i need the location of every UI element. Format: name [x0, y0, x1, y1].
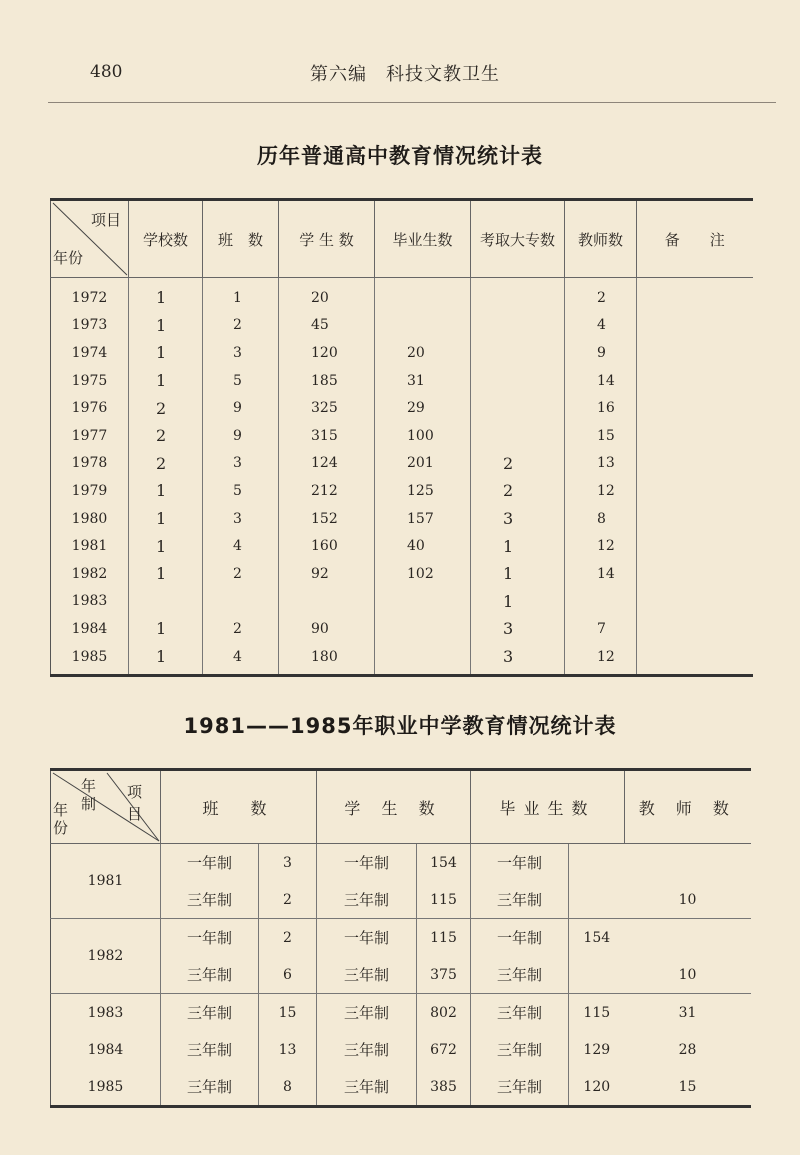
class-system-cell: 一年制	[161, 844, 259, 882]
classes-cell: 3	[203, 505, 279, 533]
class-count-cell: 8	[259, 1068, 317, 1107]
table-row	[51, 919, 751, 957]
teacher-count-cell: 15	[678, 1078, 697, 1095]
graduates-cell: 125	[375, 477, 471, 505]
year-cell: 1979	[51, 477, 129, 505]
college-admits-cell: 2	[471, 450, 565, 478]
table-row	[51, 505, 753, 533]
classes-cell: 3	[203, 339, 279, 367]
graduate-system-cell: 三年制	[471, 994, 569, 1032]
students-cell: 90	[279, 615, 375, 643]
year-cell: 1980	[51, 505, 129, 533]
college-admits-cell: 3	[471, 643, 565, 676]
table-row	[51, 844, 751, 882]
graduate-system-cell: 一年制	[471, 844, 569, 882]
class-count-cell: 6	[259, 956, 317, 994]
table-row	[51, 643, 753, 676]
class-system-cell: 一年制	[161, 919, 259, 957]
table2-corner-header	[51, 770, 161, 844]
year-cell: 1972	[51, 278, 129, 312]
teacher-count-cell: 31	[678, 1004, 697, 1021]
teachers-cell: 12	[565, 477, 637, 505]
classes-cell: 3	[203, 450, 279, 478]
graduate-count-cell: 154	[583, 929, 611, 946]
college-admits-cell	[471, 278, 565, 312]
schools-cell: 1	[129, 278, 203, 312]
header-graduates: 毕业生数	[375, 200, 471, 278]
classes-cell: 2	[203, 312, 279, 340]
college-admits-cell: 3	[471, 505, 565, 533]
student-count-cell: 385	[417, 1068, 471, 1107]
year-cell: 1983	[51, 994, 161, 1032]
teachers-cell: 12	[565, 532, 637, 560]
year-cell: 1981	[51, 532, 129, 560]
college-admits-cell: 1	[471, 532, 565, 560]
graduates-cell	[375, 615, 471, 643]
remarks-cell	[637, 312, 753, 340]
year-cell: 1983	[51, 588, 129, 616]
table-row	[51, 278, 753, 312]
year-cell: 1982	[51, 919, 161, 994]
table-row	[51, 422, 753, 450]
year-cell: 1976	[51, 394, 129, 422]
schools-cell: 1	[129, 367, 203, 395]
page-number: 480	[90, 62, 123, 82]
corner-item-label: 项目	[91, 211, 122, 229]
header-teachers: 教师数	[565, 200, 637, 278]
corner-year-label: 年份	[53, 801, 77, 837]
teachers-cell: 15	[565, 422, 637, 450]
college-admits-cell: 2	[471, 477, 565, 505]
table-row	[51, 312, 753, 340]
year-cell: 1984	[51, 1031, 161, 1068]
table-row	[51, 450, 753, 478]
college-admits-cell: 1	[471, 588, 565, 616]
graduates-cell	[375, 588, 471, 616]
schools-cell: 1	[129, 560, 203, 588]
classes-cell: 9	[203, 422, 279, 450]
graduates-cell: 40	[375, 532, 471, 560]
remarks-cell	[637, 367, 753, 395]
corner-year-label: 年份	[53, 249, 84, 267]
header-schools: 学校数	[129, 200, 203, 278]
year-cell: 1977	[51, 422, 129, 450]
teachers-cell: 16	[565, 394, 637, 422]
graduate-system-cell: 三年制	[471, 1068, 569, 1107]
college-admits-cell	[471, 312, 565, 340]
classes-cell: 5	[203, 367, 279, 395]
student-system-cell: 一年制	[317, 844, 417, 882]
page-header	[0, 0, 800, 100]
schools-cell: 1	[129, 643, 203, 676]
remarks-cell	[637, 532, 753, 560]
student-system-cell: 三年制	[317, 1068, 417, 1107]
college-admits-cell: 1	[471, 560, 565, 588]
graduate-system-cell: 三年制	[471, 1031, 569, 1068]
remarks-cell	[637, 450, 753, 478]
header-students: 学 生 数	[279, 200, 375, 278]
table-row	[51, 1068, 751, 1107]
remarks-cell	[637, 339, 753, 367]
graduate-system-cell: 三年制	[471, 956, 569, 994]
classes-cell: 2	[203, 560, 279, 588]
students-cell: 185	[279, 367, 375, 395]
remarks-cell	[637, 615, 753, 643]
classes-cell: 2	[203, 615, 279, 643]
students-cell: 45	[279, 312, 375, 340]
student-count-cell: 802	[417, 994, 471, 1032]
class-system-cell: 三年制	[161, 956, 259, 994]
students-cell: 325	[279, 394, 375, 422]
students-cell: 120	[279, 339, 375, 367]
schools-cell: 2	[129, 394, 203, 422]
college-admits-cell: 3	[471, 615, 565, 643]
table-row	[51, 477, 753, 505]
class-system-cell: 三年制	[161, 881, 259, 919]
teachers-cell: 4	[565, 312, 637, 340]
graduates-cell	[375, 278, 471, 312]
section-title: 第六编 科技文教卫生	[310, 64, 500, 85]
class-count-cell: 13	[259, 1031, 317, 1068]
table-row	[51, 339, 753, 367]
graduates-cell	[375, 643, 471, 676]
table1-title: 历年普通高中教育情况统计表	[257, 144, 543, 168]
high-school-table	[50, 198, 753, 677]
year-cell: 1978	[51, 450, 129, 478]
teacher-count-cell	[625, 844, 751, 882]
header-college-admits: 考取大专数	[471, 200, 565, 278]
header-graduates: 毕业生数	[471, 770, 625, 844]
remarks-cell	[637, 505, 753, 533]
corner-system-label: 年制	[81, 777, 105, 813]
remarks-cell	[637, 588, 753, 616]
students-cell: 152	[279, 505, 375, 533]
students-cell: 180	[279, 643, 375, 676]
classes-cell: 4	[203, 643, 279, 676]
class-system-cell: 三年制	[161, 1068, 259, 1107]
graduates-cell	[375, 312, 471, 340]
student-count-cell: 115	[417, 919, 471, 957]
header-classes: 班 数	[203, 200, 279, 278]
remarks-cell	[637, 394, 753, 422]
schools-cell: 2	[129, 422, 203, 450]
teacher-count-cell: 10	[625, 881, 751, 919]
class-count-cell: 2	[259, 919, 317, 957]
graduate-count-cell	[569, 881, 625, 919]
teachers-cell: 14	[565, 560, 637, 588]
teachers-cell: 12	[565, 643, 637, 676]
student-count-cell: 154	[417, 844, 471, 882]
students-cell: 92	[279, 560, 375, 588]
graduates-cell: 31	[375, 367, 471, 395]
teachers-cell: 13	[565, 450, 637, 478]
graduate-count-cell: 115	[583, 1004, 611, 1021]
teacher-count-cell	[625, 919, 751, 957]
graduates-cell: 20	[375, 339, 471, 367]
students-cell: 20	[279, 278, 375, 312]
students-cell: 315	[279, 422, 375, 450]
college-admits-cell	[471, 367, 565, 395]
year-cell: 1984	[51, 615, 129, 643]
student-count-cell: 115	[417, 881, 471, 919]
table-row	[51, 394, 753, 422]
class-count-cell: 3	[259, 844, 317, 882]
schools-cell: 1	[129, 312, 203, 340]
classes-cell: 5	[203, 477, 279, 505]
college-admits-cell	[471, 339, 565, 367]
remarks-cell	[637, 560, 753, 588]
table1-corner-header	[51, 200, 129, 278]
table-row	[51, 532, 753, 560]
year-cell: 1975	[51, 367, 129, 395]
classes-cell: 4	[203, 532, 279, 560]
table-row	[51, 615, 753, 643]
graduate-count-cell: 129	[583, 1041, 611, 1058]
student-system-cell: 三年制	[317, 1031, 417, 1068]
students-cell: 160	[279, 532, 375, 560]
class-count-cell: 2	[259, 881, 317, 919]
teachers-cell: 7	[565, 615, 637, 643]
college-admits-cell	[471, 422, 565, 450]
graduate-count-cell	[569, 844, 625, 882]
year-cell: 1985	[51, 1068, 161, 1107]
teachers-cell	[565, 588, 637, 616]
college-admits-cell	[471, 394, 565, 422]
graduate-count-cell	[569, 956, 625, 994]
graduates-cell: 29	[375, 394, 471, 422]
classes-cell: 1	[203, 278, 279, 312]
schools-cell: 1	[129, 477, 203, 505]
student-system-cell: 三年制	[317, 994, 417, 1032]
header-classes: 班 数	[161, 770, 317, 844]
remarks-cell	[637, 422, 753, 450]
schools-cell: 1	[129, 339, 203, 367]
student-system-cell: 一年制	[317, 919, 417, 957]
classes-cell	[203, 588, 279, 616]
remarks-cell	[637, 278, 753, 312]
graduates-cell: 201	[375, 450, 471, 478]
table-row	[51, 588, 753, 616]
remarks-cell	[637, 643, 753, 676]
table-row	[51, 994, 751, 1032]
teachers-cell: 2	[565, 278, 637, 312]
graduates-cell: 157	[375, 505, 471, 533]
schools-cell: 1	[129, 505, 203, 533]
schools-cell: 2	[129, 450, 203, 478]
student-count-cell: 672	[417, 1031, 471, 1068]
students-cell	[279, 588, 375, 616]
year-cell: 1973	[51, 312, 129, 340]
classes-cell: 9	[203, 394, 279, 422]
graduates-cell: 100	[375, 422, 471, 450]
teacher-count-cell: 10	[625, 956, 751, 994]
year-cell: 1981	[51, 844, 161, 919]
students-cell: 212	[279, 477, 375, 505]
remarks-cell	[637, 477, 753, 505]
graduate-system-cell: 三年制	[471, 881, 569, 919]
table-row	[51, 1031, 751, 1068]
graduate-system-cell: 一年制	[471, 919, 569, 957]
schools-cell	[129, 588, 203, 616]
teachers-cell: 8	[565, 505, 637, 533]
student-system-cell: 三年制	[317, 956, 417, 994]
table-row	[51, 367, 753, 395]
header-rule	[48, 102, 776, 103]
header-teachers: 教 师 数	[625, 770, 751, 844]
teacher-count-cell: 28	[678, 1041, 697, 1058]
corner-item-label: 项目	[127, 783, 151, 823]
year-cell: 1982	[51, 560, 129, 588]
teachers-cell: 14	[565, 367, 637, 395]
year-cell: 1974	[51, 339, 129, 367]
schools-cell: 1	[129, 532, 203, 560]
student-system-cell: 三年制	[317, 881, 417, 919]
header-students: 学 生 数	[317, 770, 471, 844]
student-count-cell: 375	[417, 956, 471, 994]
students-cell: 124	[279, 450, 375, 478]
vocational-school-table	[50, 768, 751, 1108]
schools-cell: 1	[129, 615, 203, 643]
graduates-cell: 102	[375, 560, 471, 588]
table2-title: 1981——1985年职业中学教育情况统计表	[183, 714, 617, 738]
graduate-count-cell: 120	[583, 1078, 611, 1095]
header-remarks: 备 注	[637, 200, 753, 278]
table-row	[51, 560, 753, 588]
class-system-cell: 三年制	[161, 1031, 259, 1068]
teachers-cell: 9	[565, 339, 637, 367]
year-cell: 1985	[51, 643, 129, 676]
class-system-cell: 三年制	[161, 994, 259, 1032]
class-count-cell: 15	[259, 994, 317, 1032]
